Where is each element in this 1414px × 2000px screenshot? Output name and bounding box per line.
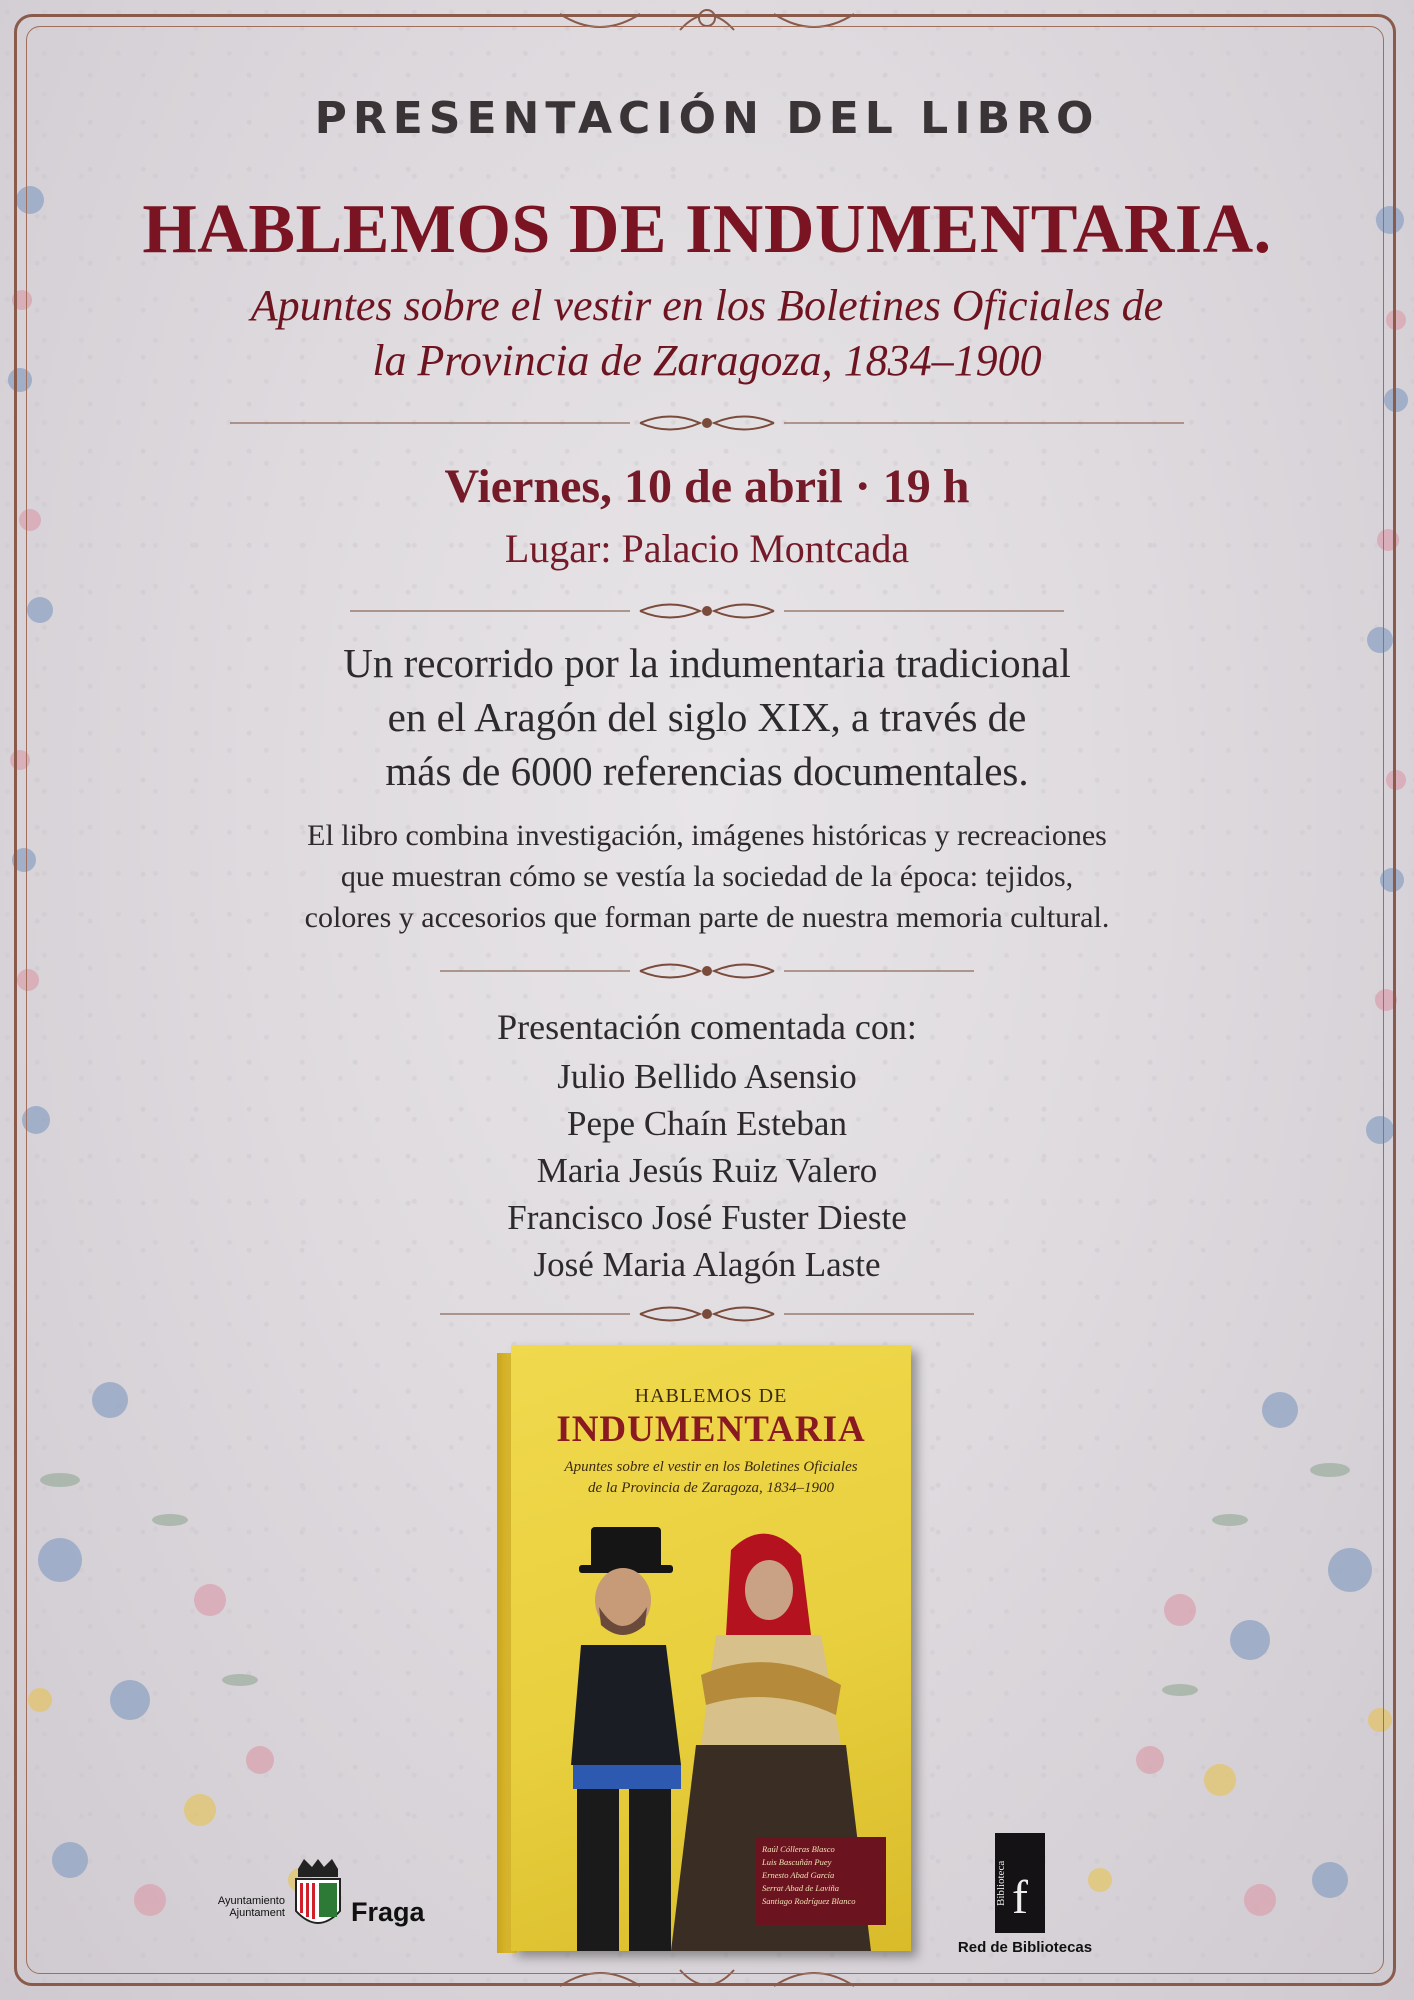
book-cover-title: INDUMENTARIA	[556, 1409, 866, 1450]
book-author: Ernesto Abad García	[762, 1870, 835, 1880]
body-line: que muestran cómo se vestía la sociedad de la época: tejidos,	[340, 860, 1074, 893]
subtitle-line: Apuntes sobre el vestir en los Boletines Oficiales de	[250, 281, 1164, 330]
book-cover-image	[497, 1345, 912, 1956]
book-subtitle	[0, 278, 1414, 388]
ornament-divider-icon	[440, 956, 974, 986]
fraga-name: Fraga	[351, 1897, 425, 1927]
speakers-list	[0, 1053, 1414, 1288]
biblioteca-network: Red de Bibliotecas	[957, 1939, 1093, 1956]
speakers-heading: Presentación comentada con:	[497, 1007, 917, 1047]
biblioteca-letter: f	[1012, 1871, 1028, 1924]
lead-line: en el Aragón del siglo XIX, a través de	[387, 694, 1027, 740]
ornament-divider-icon	[350, 596, 1064, 626]
lead-paragraph	[0, 636, 1414, 798]
event-place: Lugar: Palacio Montcada	[504, 526, 910, 571]
fraga-logo-caption	[190, 1895, 285, 1919]
lead-line: más de 6000 referencias documentales.	[385, 748, 1029, 794]
kicker: PRESENTACIÓN DEL LIBRO	[314, 93, 1100, 144]
biblioteca-logo	[950, 1833, 1100, 1963]
ornament-divider-icon	[440, 1299, 974, 1329]
event-date: Viernes, 10 de abril · 19 h	[444, 460, 970, 513]
subtitle-line: la Provincia de Zaragoza, 1834–1900	[372, 336, 1042, 385]
book-title: HABLEMOS DE INDUMENTARIA.	[142, 191, 1272, 268]
speaker-name: Pepe Chaín Esteban	[567, 1104, 847, 1143]
fraga-logo-line: Ajuntament	[229, 1907, 285, 1919]
body-line: colores y accesorios que forman parte de nuestra memoria cultural.	[304, 901, 1110, 934]
book-author: Serrat Abad de Laviña	[762, 1883, 840, 1893]
fraga-logo-line: Ayuntamiento	[217, 1895, 285, 1907]
book-cover-line: Apuntes sobre el vestir en los Boletines Oficiales	[564, 1459, 858, 1475]
book-author: Luis Bascuñán Puey	[762, 1857, 832, 1867]
body-paragraph	[0, 815, 1414, 938]
fraga-logo	[190, 1855, 445, 1935]
coat-of-arms-icon	[290, 1859, 346, 1935]
lead-line: Un recorrido por la indumentaria tradicional	[343, 640, 1071, 686]
book-cover-line: HABLEMOS DE	[634, 1385, 788, 1407]
book-cover-line: de la Provincia de Zaragoza, 1834–1900	[587, 1480, 835, 1496]
ornament-divider-icon	[230, 408, 1184, 438]
book-author: Raúl Cólleras Blasco	[762, 1844, 835, 1854]
book-author: Santiago Rodríguez Blanco	[762, 1896, 856, 1906]
book-cover	[511, 1345, 911, 1951]
book-authors	[756, 1837, 886, 1925]
speaker-name: Francisco José Fuster Dieste	[507, 1198, 907, 1237]
speaker-name: Julio Bellido Asensio	[557, 1057, 857, 1096]
speaker-name: José Maria Alagón Laste	[533, 1245, 881, 1284]
biblioteca-vertical-text: Biblioteca	[995, 1860, 1007, 1906]
speaker-name: Maria Jesús Ruiz Valero	[536, 1151, 878, 1190]
body-line: El libro combina investigación, imágenes históricas y recreaciones	[307, 819, 1107, 852]
